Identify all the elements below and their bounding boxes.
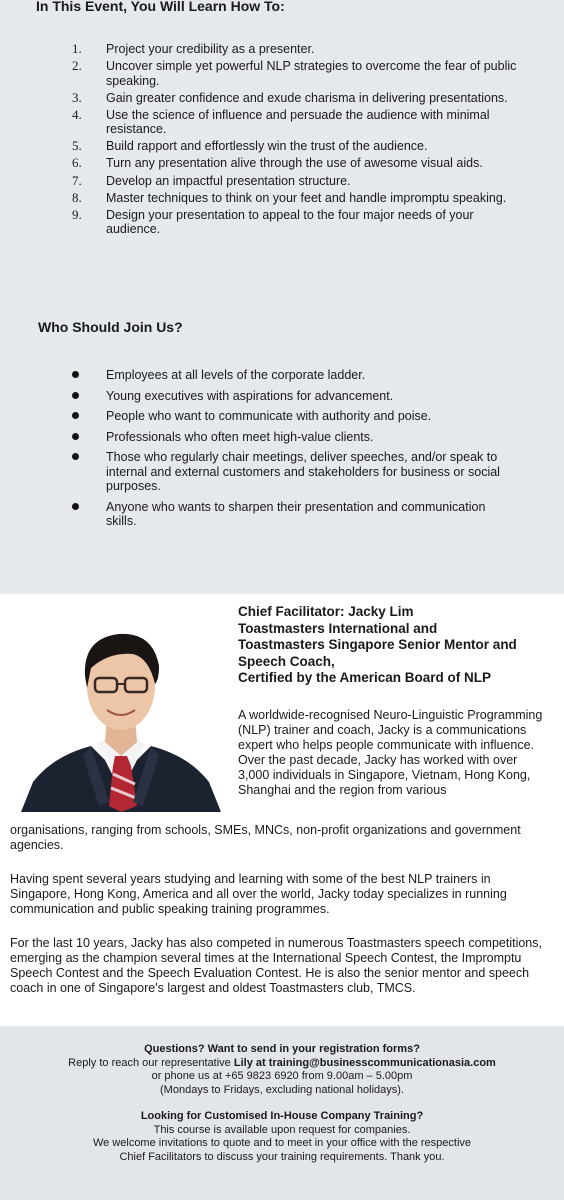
- facilitator-heading: [238, 604, 558, 687]
- list-item-text: Anyone who wants to sharpen their presentation and communication skills.: [106, 499, 486, 528]
- bio-paragraph-2: Having spent several years studying and learning with some of the best NLP trainers in Singapore, Hong Kong, America and all over the world, Jacky today specializes in running communication and public speaking training programmes.: [10, 872, 507, 916]
- contact-phone: or phone us at +65 9823 6920 from 9.00am – 5.00pm: [151, 1070, 413, 1082]
- learn-heading: In This Event, You Will Learn How To:: [36, 0, 285, 14]
- list-number: 4.: [72, 106, 82, 122]
- facilitator-photo: [13, 606, 229, 812]
- list-item: [0, 450, 564, 494]
- facilitator-heading-line: Certified by the American Board of NLP: [238, 670, 492, 685]
- list-number: 5.: [72, 138, 82, 154]
- list-item-text: Turn any presentation alive through the use of awesome visual aids.: [106, 156, 483, 171]
- bullet-icon: [72, 503, 79, 510]
- list-item-text: Gain greater confidence and exude charisma in delivering presentations.: [106, 90, 508, 105]
- contact-email: Lily at training@businesscommunicationasia.com: [233, 1056, 496, 1069]
- list-number: 1.: [72, 41, 82, 56]
- facilitator-section: [0, 594, 564, 1024]
- list-item: [0, 174, 564, 189]
- list-item-text: Develop an impactful presentation structure.: [106, 173, 351, 188]
- list-item-text: Those who regularly chair meetings, deliver speeches, and/or speak to internal and external customers and stakeholders for business or social purposes.: [106, 450, 500, 493]
- list-item: [0, 139, 564, 154]
- contact-line-1: [0, 1057, 564, 1071]
- list-number: 2.: [72, 58, 82, 74]
- contact-hours: (Mondays to Fridays, excluding national holidays).: [160, 1083, 404, 1096]
- list-item-text: Uncover simple yet powerful NLP strategies to overcome the fear of public speaking.: [106, 59, 517, 88]
- list-item: [0, 368, 564, 383]
- list-item-text: Employees at all levels of the corporate ladder.: [106, 368, 366, 382]
- who-heading: Who Should Join Us?: [38, 319, 183, 335]
- list-item: [0, 191, 564, 206]
- bio-paragraph-3: For the last 10 years, Jacky has also competed in numerous Toastmasters speech competitions, emerging as the champion several times at the International Speech Contest, the Impromptu Speech Contest and the Speech Evaluation Contest. He is also the senior mentor and speech coach in one of Singapore's largest and oldest Toastmasters club, TMCS.: [10, 936, 542, 995]
- bio-paragraph-1-wrap: A worldwide-recognised Neuro-Linguistic Programming (NLP) trainer and coach, Jacky is a communications expert who helps people communicate with influence. Over the past decade, Jacky has worked with over 3,000 individuals in Singapore, Vietnam, Hong Kong, Shanghai and the region from various: [238, 708, 543, 797]
- list-item: [0, 91, 564, 106]
- list-item: [0, 409, 564, 424]
- list-item: [0, 156, 564, 171]
- bullet-icon: [72, 371, 79, 378]
- list-item-text: Professionals who often meet high-value clients.: [106, 429, 374, 444]
- questions-heading: Questions? Want to send in your registration forms?: [144, 1043, 420, 1055]
- learning-section: [0, 0, 564, 594]
- list-item: [0, 42, 564, 57]
- facilitator-heading-line: Toastmasters Singapore Senior Mentor and: [238, 637, 517, 652]
- list-number: 9.: [72, 206, 82, 222]
- bullet-icon: [72, 433, 79, 440]
- contact-line-1-text: Reply to reach our representative: [68, 1056, 234, 1069]
- list-item-text: Build rapport and effortlessly win the trust of the audience.: [106, 139, 428, 154]
- list-number: 3.: [72, 89, 82, 105]
- list-item: [0, 389, 564, 404]
- learn-list: [0, 42, 564, 239]
- list-number: 7.: [72, 172, 82, 188]
- list-item-text: Design your presentation to appeal to the four major needs of your audience.: [106, 207, 474, 237]
- bio-paragraph-1-rest: organisations, ranging from schools, SMEs, MNCs, non-profit organizations and government agencies.: [10, 823, 521, 852]
- inhouse-line: Chief Facilitators to discuss your training requirements. Thank you.: [119, 1150, 445, 1163]
- list-item: [0, 208, 564, 237]
- facilitator-heading-line: Chief Facilitator: Jacky Lim: [238, 604, 414, 619]
- list-item-text: Use the science of influence and persuade the audience with minimal resistance.: [106, 107, 490, 137]
- facilitator-heading-line: Toastmasters International and: [238, 620, 438, 636]
- bullet-icon: [72, 412, 79, 419]
- list-item: [0, 108, 564, 137]
- bullet-icon: [72, 392, 79, 399]
- list-item-text: Master techniques to think on your feet and handle impromptu speaking.: [106, 190, 507, 205]
- list-item: [0, 59, 564, 88]
- list-number: 8.: [72, 189, 82, 205]
- inhouse-line: We welcome invitations to quote and to meet in your office with the respective: [92, 1137, 472, 1149]
- bullet-icon: [72, 453, 79, 460]
- facilitator-heading-line: Speech Coach,: [238, 653, 335, 669]
- contact-section: [0, 1026, 564, 1200]
- list-item: [0, 500, 564, 529]
- list-item-text: People who want to communicate with authority and poise.: [106, 409, 432, 423]
- list-item-text: Project your credibility as a presenter.: [106, 42, 315, 56]
- inhouse-line: This course is available upon request for companies.: [153, 1123, 411, 1136]
- list-item: [0, 430, 564, 445]
- inhouse-heading: Looking for Customised In-House Company Training?: [140, 1110, 424, 1122]
- who-list: [0, 368, 564, 535]
- list-number: 6.: [72, 155, 82, 171]
- list-item-text: Young executives with aspirations for advancement.: [106, 388, 394, 403]
